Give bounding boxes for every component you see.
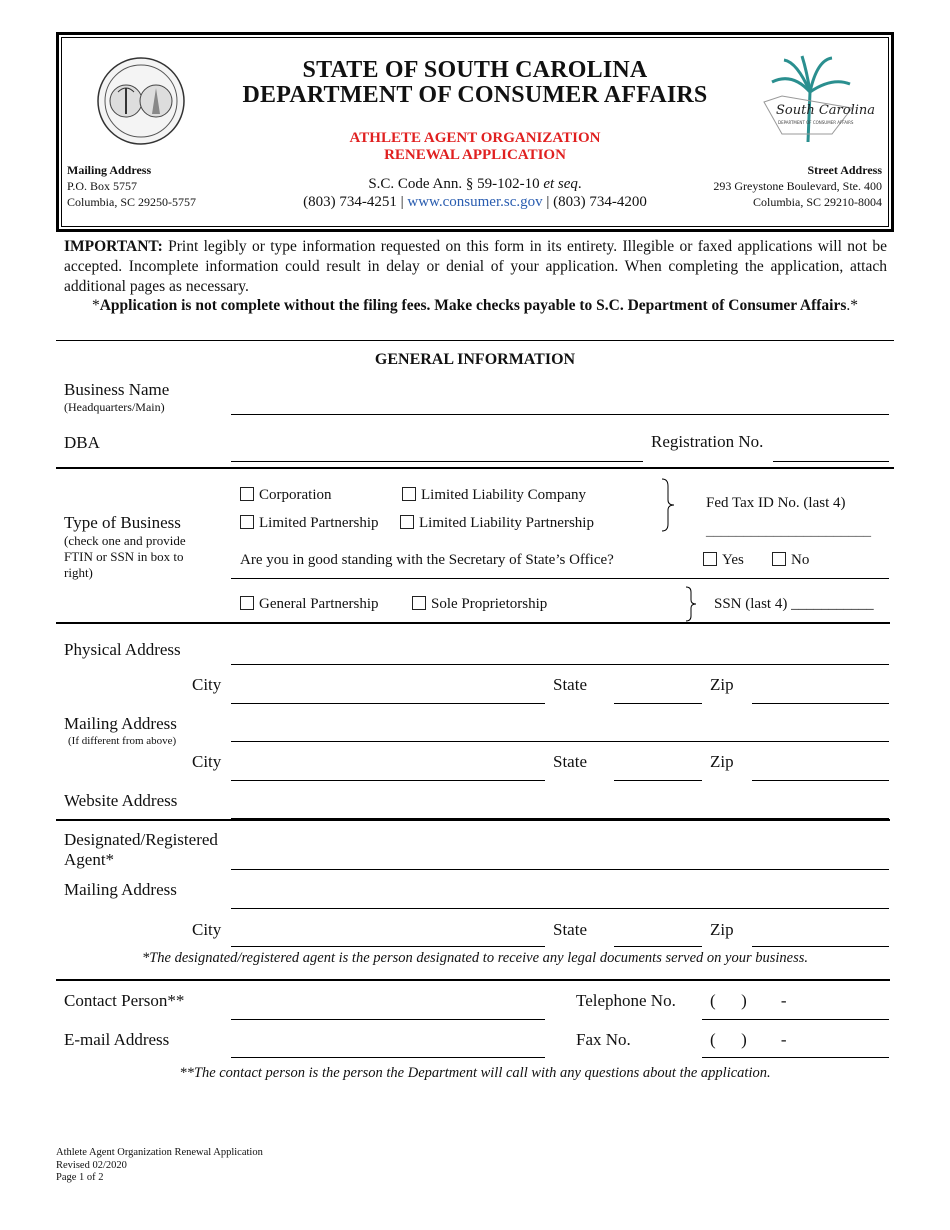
registration-no-label: Registration No. — [651, 432, 764, 451]
agent-zip-label: Zip — [710, 920, 734, 939]
ssn-field[interactable]: SSN (last 4) ___________ — [714, 596, 874, 612]
telephone-field-mask[interactable]: ( ) - — [710, 991, 787, 1010]
logo-text: South Carolina — [776, 103, 876, 118]
good-standing-question: Are you in good standing with the Secretary of State’s Office? — [240, 552, 614, 568]
physical-state-field[interactable] — [614, 703, 702, 704]
business-name-sublabel: (Headquarters/Main) — [64, 400, 165, 414]
option-llc[interactable]: Limited Liability Company — [402, 487, 586, 504]
mailing-state-field[interactable] — [614, 780, 702, 781]
section-divider — [56, 340, 894, 341]
divider — [56, 622, 890, 624]
code-citation: S.C. Code Ann. § 59-102-10 et seq. — [368, 176, 582, 192]
contact-person-field[interactable] — [231, 1019, 545, 1020]
type-of-business-label: Type of Business — [64, 513, 181, 532]
page-footer: Athlete Agent Organization Renewal Application Revised 02/2020 Page 1 of 2 — [56, 1147, 263, 1183]
physical-state-label: State — [553, 675, 587, 694]
contact-line — [240, 194, 710, 211]
phone-1: (803) 734-4251 | — [303, 194, 408, 210]
dba-label: DBA — [64, 433, 100, 452]
business-name-field[interactable] — [231, 414, 889, 415]
form-title-line1: ATHLETE AGENT ORGANIZATION — [349, 130, 601, 146]
logo-subtext: DEPARTMENT OF CONSUMER AFFAIRS — [778, 120, 854, 125]
department-title: DEPARTMENT OF CONSUMER AFFAIRS — [242, 82, 708, 108]
mailing-city-label: City — [192, 752, 222, 771]
llp-checkbox[interactable] — [400, 515, 414, 529]
mailing-address-block: Mailing Address P.O. Box 5757 Columbia, SC 29250-5757 — [67, 163, 197, 209]
agent-city-label: City — [192, 920, 222, 939]
agent-mailing-address-field[interactable] — [231, 908, 889, 909]
agent-state-field[interactable] — [614, 946, 702, 947]
street-address-block: Street Address 293 Greystone Boulevard, Ste. 400 Columbia, SC 29210-8004 — [713, 163, 882, 209]
mailing-state-label: State — [553, 752, 587, 771]
good-standing-yes[interactable]: Yes — [703, 552, 744, 569]
contact-person-label: Contact Person** — [64, 991, 185, 1010]
gp-checkbox[interactable] — [240, 596, 254, 610]
fax-label: Fax No. — [576, 1030, 631, 1049]
telephone-label: Telephone No. — [576, 991, 676, 1010]
dba-field[interactable] — [231, 461, 643, 462]
option-general-partnership[interactable]: General Partnership — [240, 596, 379, 613]
general-info-heading: GENERAL INFORMATION — [374, 351, 576, 368]
physical-zip-field[interactable] — [752, 703, 889, 704]
fee-notice: *Application is not complete without the filing fees. Make checks payable to S.C. Department of Consumer Affairs.* — [91, 297, 859, 314]
fax-field-mask[interactable]: ( ) - — [710, 1030, 787, 1049]
agent-note: *The designated/registered agent is the person designated to receive any legal documents served on your business. — [141, 950, 809, 966]
business-name-label: Business Name — [64, 380, 170, 399]
agent-mailing-address-label: Mailing Address — [64, 880, 177, 899]
good-standing-no[interactable]: No — [772, 552, 809, 569]
brace-icon — [684, 586, 698, 622]
fax-field[interactable] — [702, 1057, 889, 1058]
brace-icon — [660, 478, 676, 532]
registration-no-field[interactable] — [773, 461, 889, 462]
website-address-label: Website Address — [64, 791, 178, 810]
option-sole-proprietorship[interactable]: Sole Proprietorship — [412, 596, 547, 613]
divider — [56, 467, 894, 469]
form-title-line2: RENEWAL APPLICATION — [384, 147, 566, 163]
sc-dca-logo-icon — [762, 52, 876, 148]
contact-note: **The contact person is the person the Department will call with any questions about the application. — [179, 1065, 771, 1081]
divider — [231, 578, 889, 579]
mailing-zip-field[interactable] — [752, 780, 889, 781]
registered-agent-label: Designated/Registered Agent* — [64, 830, 218, 869]
physical-city-field[interactable] — [231, 703, 545, 704]
state-title: STATE OF SOUTH CAROLINA — [302, 57, 648, 83]
mailing-address-field[interactable] — [231, 741, 889, 742]
physical-zip-label: Zip — [710, 675, 734, 694]
option-corporation[interactable]: Corporation — [240, 487, 332, 504]
corporation-checkbox[interactable] — [240, 487, 254, 501]
mailing-address-sublabel: (If different from above) — [68, 735, 177, 747]
fed-tax-field[interactable]: ______________________ — [706, 523, 871, 539]
type-of-business-instructions: (check one and provide FTIN or SSN in box to right) — [64, 533, 186, 580]
phone-2: | (803) 734-4200 — [542, 194, 647, 210]
mailing-city-field[interactable] — [231, 780, 545, 781]
divider — [56, 819, 890, 821]
mailing-address-label: Mailing Address — [64, 714, 177, 733]
option-lp[interactable]: Limited Partnership — [240, 515, 379, 532]
option-llp[interactable]: Limited Liability Partnership — [400, 515, 594, 532]
website-link[interactable]: www.consumer.sc.gov — [407, 194, 543, 210]
mailing-zip-label: Zip — [710, 752, 734, 771]
physical-address-label: Physical Address — [64, 640, 181, 659]
state-seal-icon — [96, 56, 186, 146]
email-field[interactable] — [231, 1057, 545, 1058]
agent-state-label: State — [553, 920, 587, 939]
llc-checkbox[interactable] — [402, 487, 416, 501]
physical-city-label: City — [192, 675, 222, 694]
registered-agent-field[interactable] — [231, 869, 889, 870]
physical-address-field[interactable] — [231, 664, 889, 665]
lp-checkbox[interactable] — [240, 515, 254, 529]
divider — [56, 979, 890, 981]
no-checkbox[interactable] — [772, 552, 786, 566]
yes-checkbox[interactable] — [703, 552, 717, 566]
email-label: E-mail Address — [64, 1030, 170, 1049]
important-notice: IMPORTANT: Print legibly or type information requested on this form in its entirety. Illegible or faxed applications will not be accepted. Incomplete information could result in delay or denial of your application. When completing the application, attach additional pages as necessary. — [64, 238, 887, 295]
agent-city-field[interactable] — [231, 946, 545, 947]
agent-zip-field[interactable] — [752, 946, 889, 947]
fed-tax-label: Fed Tax ID No. (last 4) — [706, 495, 846, 511]
telephone-field[interactable] — [702, 1019, 889, 1020]
sp-checkbox[interactable] — [412, 596, 426, 610]
